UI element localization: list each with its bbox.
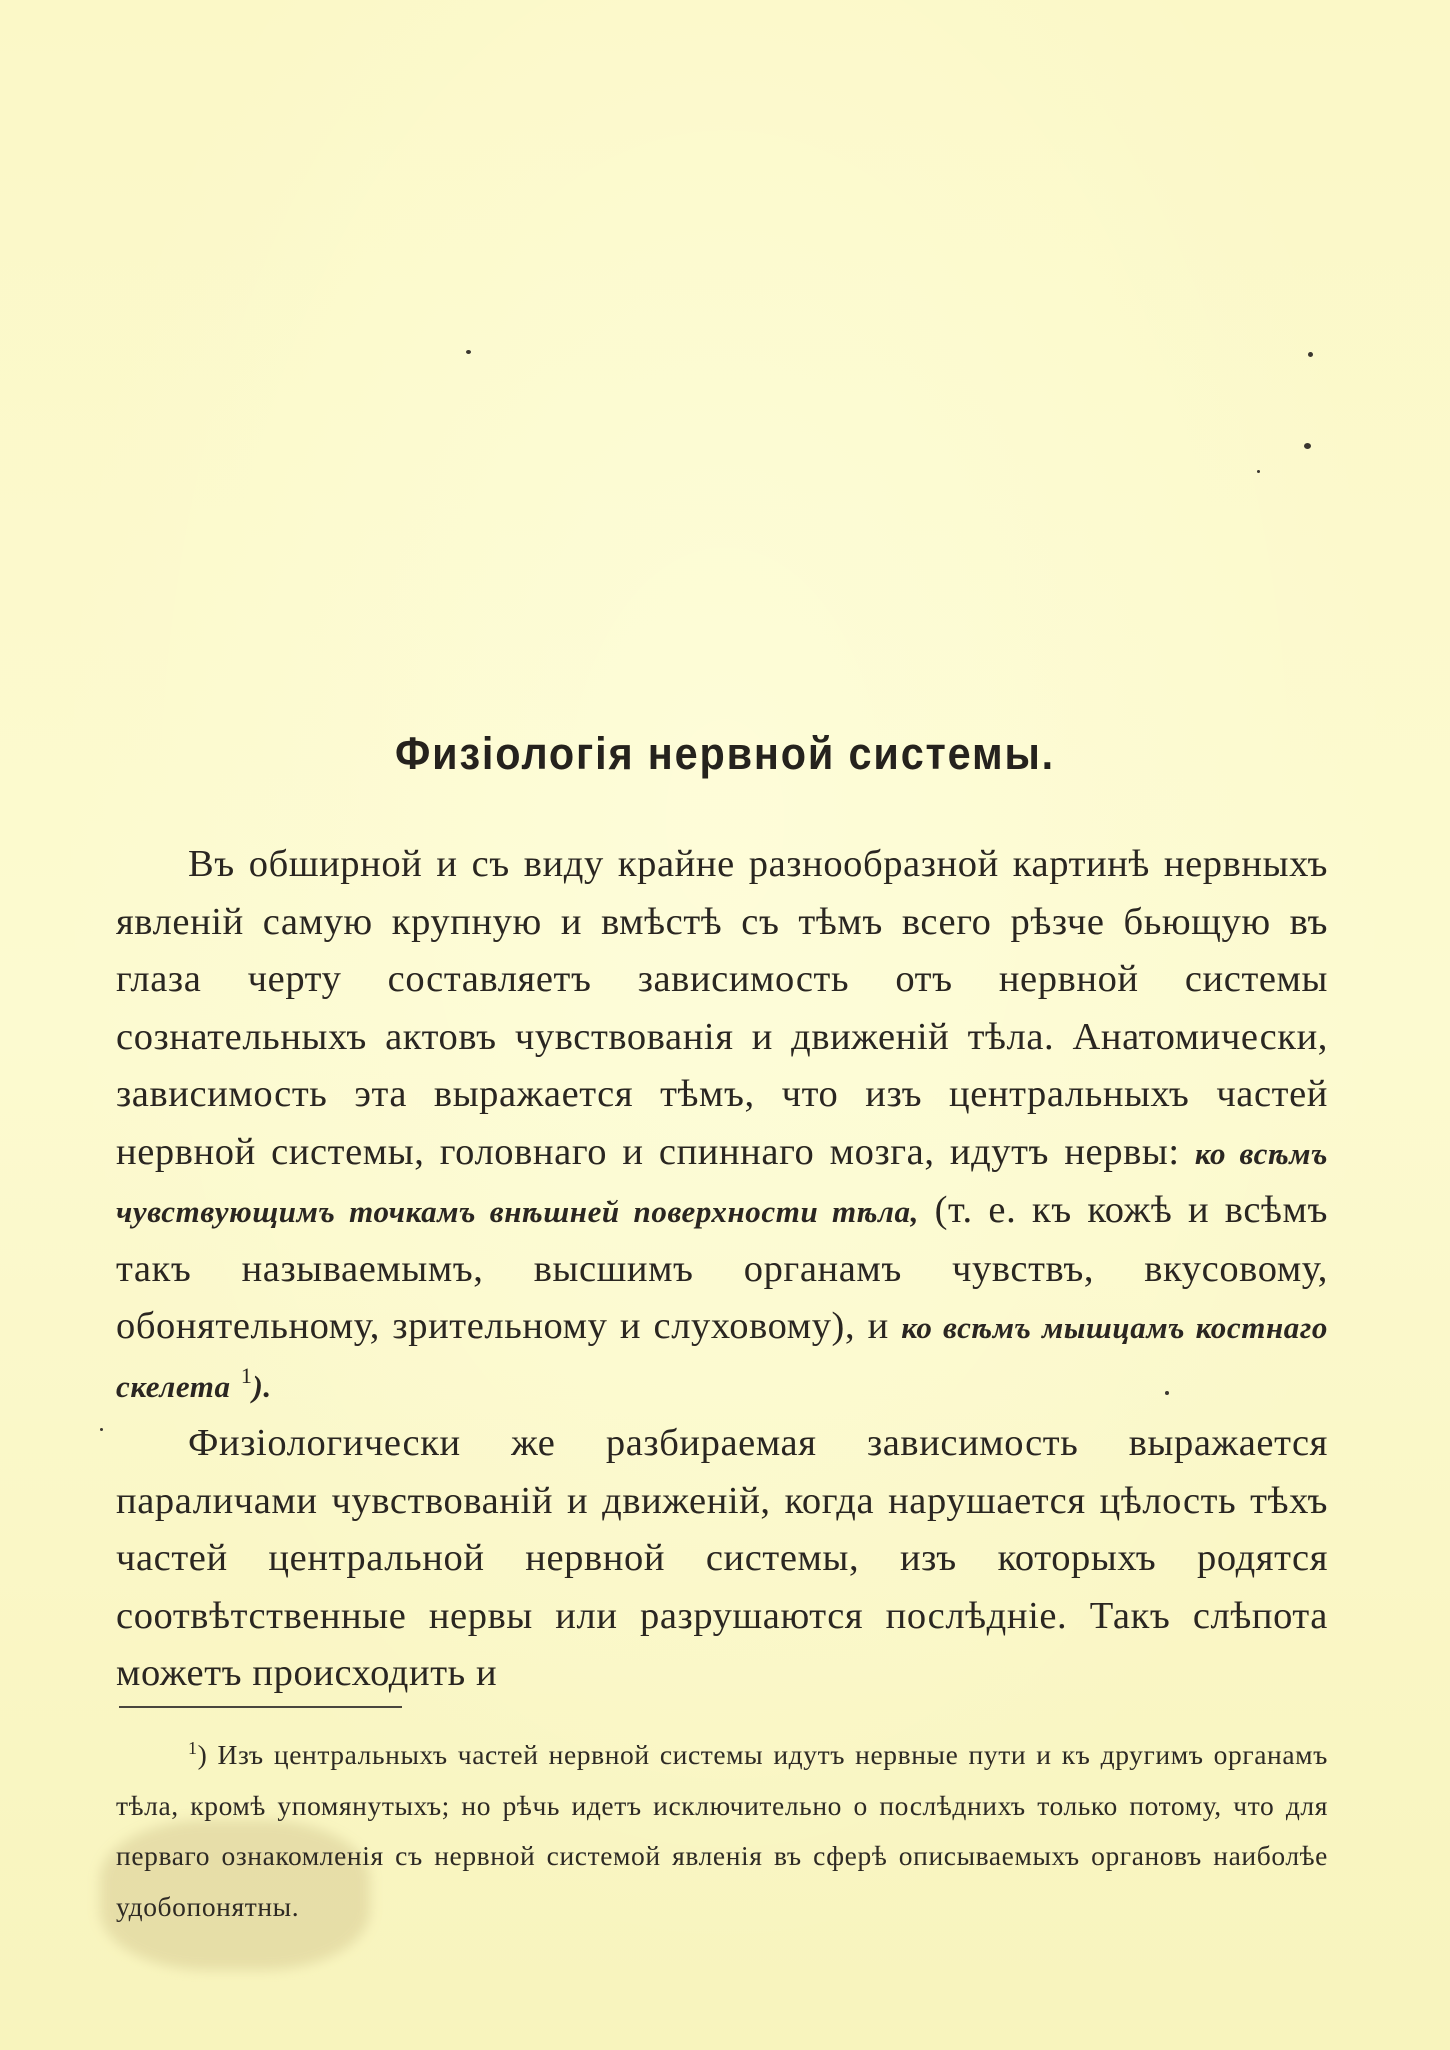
scan-speck xyxy=(1257,470,1260,473)
paragraph-2: Физіологически же разбираемая зависимость выражается параличами чувствованій и движеній, когда нарушается цѣлость тѣхъ частей центральной нервной системы, изъ которыхъ родятся соотвѣтственные нервы или разрушаются послѣдніе. Такъ слѣпота можетъ происходить и xyxy=(116,1422,1328,1694)
paragraph-1-text: Въ обширной и съ виду крайне разнообразной картинѣ нервныхъ явленій самую крупную и вмѣстѣ съ тѣмъ всего рѣзче бьющую въ глаза черту составляетъ зависимость отъ нервной системы сознательныхъ актовъ чувствованія и движеній тѣла. Анатомически, зависимость эта выражается тѣмъ, что изъ центральныхъ частей нервной системы, головнаго и спиннаго мозга, идутъ нервы: xyxy=(116,843,1328,1173)
scan-speck xyxy=(466,350,471,354)
footnote-text: ) Изъ центральныхъ частей нервной системы идутъ нервные пути и къ другимъ органамъ тѣла, кромѣ упомянутыхъ; но рѣчь идетъ исключительно о послѣднихъ только потому, что для перваго ознакомленія съ нервной системой явленія въ сферѣ описываемыхъ органовъ наиболѣе удобопонятны. xyxy=(116,1739,1328,1922)
footnote-reference: 1 xyxy=(240,1362,253,1388)
chapter-title: Физіологія нервной системы. xyxy=(394,728,1056,779)
paragraph-1 xyxy=(116,836,1328,1415)
footnote xyxy=(116,1730,1328,1932)
scan-speck xyxy=(1304,443,1311,449)
paragraph-1-text-b: (т. е. къ кожѣ и всѣмъ такъ называемымъ, высшимъ органамъ чувствъ, вкусовому, обонятельному, зрительному и слуховому), и xyxy=(116,1189,1328,1347)
paragraph-1-italic-a: ко всѣмъ чувствующимъ точкамъ внѣшней поверхности тѣла, xyxy=(116,1135,1329,1229)
scan-speck xyxy=(1308,352,1313,357)
footnote-divider xyxy=(119,1706,402,1708)
main-text xyxy=(116,836,1328,1703)
scan-speck xyxy=(100,1428,103,1431)
footnote-paragraph xyxy=(116,1730,1328,1932)
paragraph-1-italic-c: ). xyxy=(252,1368,272,1404)
footnote-marker: 1 xyxy=(188,1737,198,1758)
paragraph-1-italic-b: ко всѣмъ мышцамъ костнаго скелета xyxy=(116,1310,1328,1404)
